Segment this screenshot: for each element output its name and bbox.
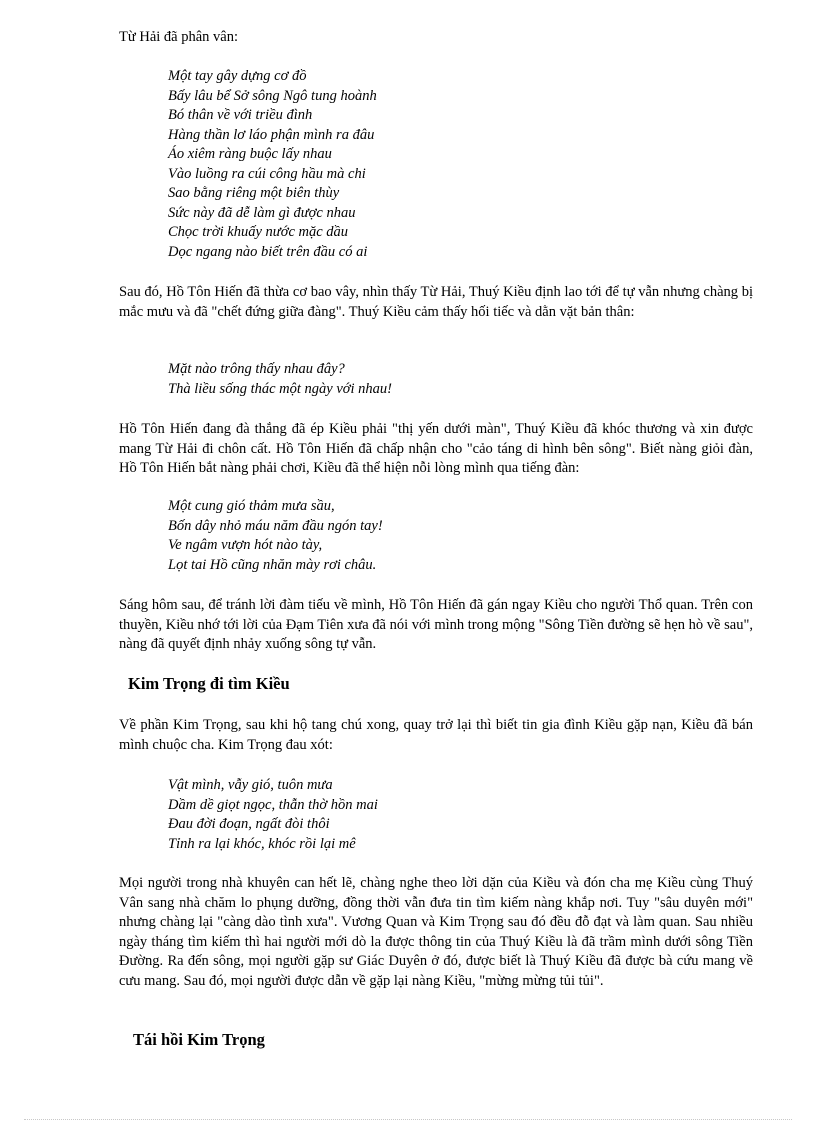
- poem-line: Mặt nào trông thấy nhau đây?: [168, 361, 345, 377]
- poem-line: Dầm dề giọt ngọc, thẫn thờ hồn mai: [168, 796, 378, 813]
- poem-line: Tỉnh ra lại khóc, khóc rồi lại mê: [168, 835, 356, 852]
- paragraph-reunion: Mọi người trong nhà khuyên can hết lẽ, chàng nghe theo lời dặn của Kiều và đón cha mẹ Kiều cùng Thuý Vân sang nhà chăm lo phụng dưỡng, đồng thời vẫn đưa tin tìm kiếm nàng khắp nơi. Tuy "sâu duyên mới" nhưng chàng lại "càng dào tình xưa". Vương Quan và Kim Trọng sau đó đều đỗ đạt và làm quan. Sau nhiều ngày tháng tìm kiếm thì hai người mới dò la được thông tin của Thuý Kiều là đã trầm mình dưới sông Tiền Đường. Ra đến sông, mọi người gặp sư Giác Duyên ở đó, được biết là Thuý Kiều đã được bà cứu mang về cưu mang. Sau đó, mọi người được dẫn về gặp lại nàng Kiều, "mừng mừng tủi tủi".: [119, 875, 753, 989]
- intro-line: Từ Hải đã phân vân:: [119, 29, 238, 45]
- paragraph-river: Sáng hôm sau, để tránh lời đàm tiếu về mình, Hồ Tôn Hiến đã gán ngay Kiều cho người Thổ quan. Trên con thuyền, Kiều nhớ tới lời của Đạm Tiên xưa đã nói với mình trong mộng "Sông Tiền đường sẽ hẹn hò về sau", nàng đã quyết định nhảy xuống sông tự vẫn.: [119, 597, 753, 653]
- poem-line: Vào luồng ra cúi công hầu mà chi: [168, 165, 366, 182]
- poem-line: Sức này đã dễ làm gì được nhau: [168, 204, 356, 221]
- poem-line: Bấy lâu bể Sở sông Ngô tung hoành: [168, 87, 377, 104]
- poem-line: Hàng thần lơ láo phận mình ra đâu: [168, 126, 375, 143]
- page-bottom-rule: [24, 1119, 792, 1120]
- poem-line: Dọc ngang nào biết trên đầu có ai: [168, 243, 368, 260]
- poem-line: Bốn dây nhỏ máu năm đầu ngón tay!: [168, 517, 383, 534]
- poem-line: Đau đời đoạn, ngất đòi thôi: [168, 816, 330, 832]
- paragraph-siege: Sau đó, Hồ Tôn Hiến đã thừa cơ bao vây, nhìn thấy Từ Hải, Thuý Kiều định lao tới để tự vẫn nhưng chàng bị mắc mưu và đã "chết đứng giữa đàng". Thuý Kiều cảm thấy hối tiếc và dằn vặt bản thân:: [119, 284, 753, 320]
- poem-line: Sao bằng riêng một biên thùy: [168, 185, 340, 201]
- poem-line: Chọc trời khuấy nước mặc dầu: [168, 224, 349, 240]
- poem-regret: [168, 360, 668, 399]
- poem-line: Một tay gây dựng cơ đồ: [168, 68, 307, 84]
- poem-line: Ve ngâm vượn hót nào tày,: [168, 537, 323, 553]
- paragraph-kim-trong: Về phần Kim Trọng, sau khi hộ tang chú xong, quay trở lại thì biết tin gia đình Kiều gặp nạn, Kiều đã bán mình chuộc cha. Kim Trọng đau xót:: [119, 717, 753, 753]
- poem-line: Áo xiêm ràng buộc lấy nhau: [168, 146, 332, 162]
- paragraph-burial: Hồ Tôn Hiến đang đà thắng đã ép Kiều phải "thị yến dưới màn", Thuý Kiều đã khóc thương và xin được mang Từ Hải đi chôn cất. Hồ Tôn Hiến đã chấp nhận cho "cảo táng di hình bên sông". Biết nàng giỏi đàn, Hồ Tôn Hiến bắt nàng phải chơi, Kiều đã thể hiện nỗi lòng mình qua tiếng đàn:: [119, 421, 753, 477]
- poem-lute: [168, 497, 668, 575]
- poem-line: Vật mình, vẫy gió, tuôn mưa: [168, 777, 333, 793]
- section-heading-kim-trong: Kim Trọng đi tìm Kiều: [128, 674, 290, 693]
- poem-line: Thà liều sống thác một ngày với nhau!: [168, 380, 393, 397]
- poem-line: Bó thân về với triều đình: [168, 107, 313, 123]
- poem-tu-hai: [168, 67, 668, 262]
- poem-grief: [168, 776, 668, 854]
- poem-line: Lọt tai Hồ cũng nhăn mày rơi châu.: [168, 556, 377, 573]
- section-heading-tai-hoi: Tái hồi Kim Trọng: [133, 1030, 265, 1049]
- poem-line: Một cung gió thảm mưa sầu,: [168, 498, 335, 514]
